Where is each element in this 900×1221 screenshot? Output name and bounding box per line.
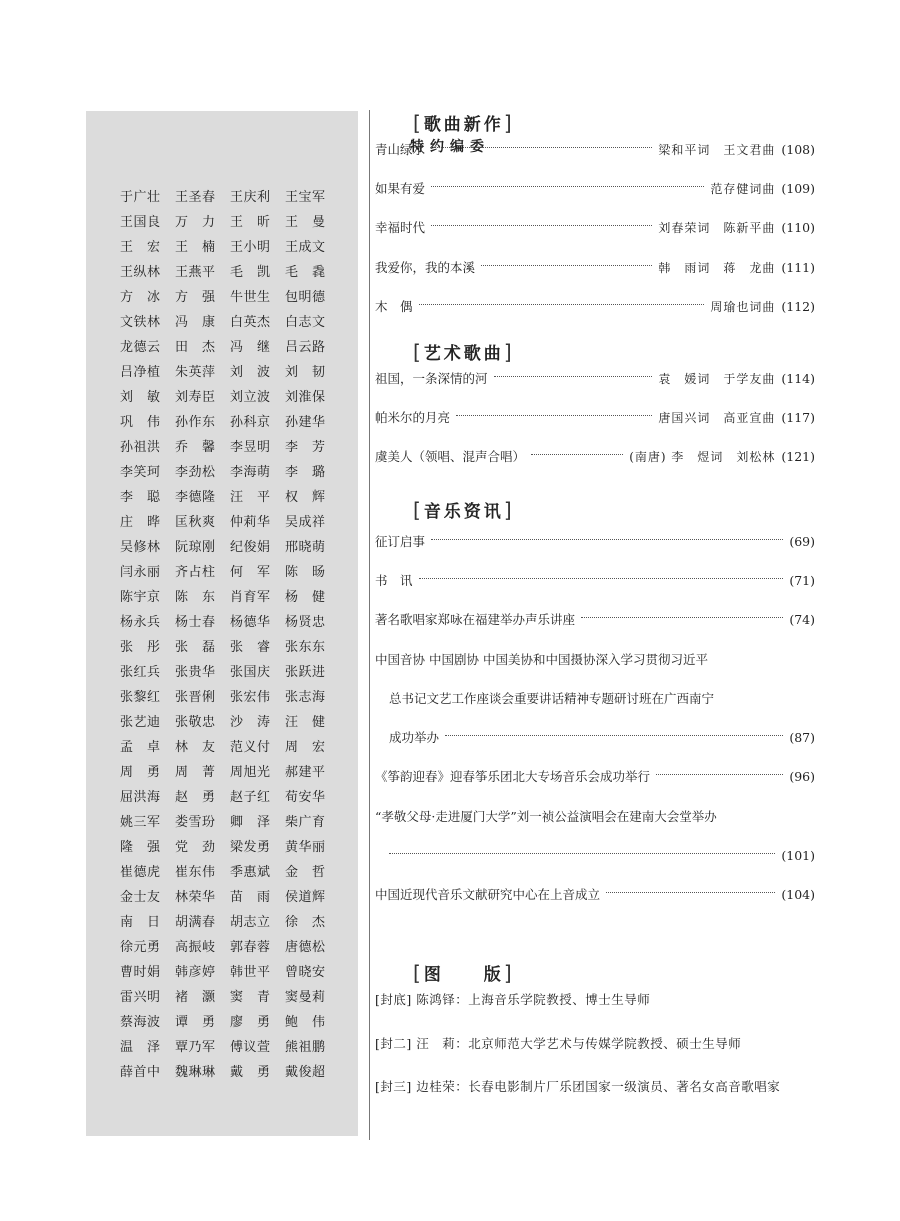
- editor-name: 戴俊超: [285, 1065, 326, 1080]
- news-item-forum-line1[interactable]: 中国音协 中国剧协 中国美协和中国摄协深入学习贯彻习近平: [375, 652, 708, 667]
- editor-name: 范义付: [230, 740, 271, 755]
- editor-name: 荀安华: [285, 790, 326, 805]
- editor-name: 赵 勇: [175, 790, 216, 805]
- plate-inside-back-cover[interactable]: [封三] 边桂荣：长春电影制片厂乐团国家一级演员、著名女高音歌唱家: [375, 1079, 781, 1094]
- editor-name: 韩世平: [230, 965, 271, 980]
- editor-name: 汪 健: [285, 715, 326, 730]
- new-song-item[interactable]: [375, 179, 815, 199]
- editor-name: 苗 雨: [230, 890, 271, 905]
- news-item-center[interactable]: [375, 885, 815, 905]
- editor-name: 闫永丽: [120, 565, 161, 580]
- editor-name: 周 菁: [175, 765, 216, 780]
- editor-name: 白志文: [285, 315, 326, 330]
- editorial-board-title: 特约编委: [410, 139, 490, 155]
- page-number: (108): [781, 142, 815, 157]
- editor-name: 傅议萱: [230, 1040, 271, 1055]
- editor-name: 张 磊: [175, 640, 216, 655]
- editor-name: 郝建平: [285, 765, 326, 780]
- page-number: (104): [781, 887, 815, 902]
- editor-name: 陈 旸: [285, 565, 326, 580]
- editor-name: 唐德松: [285, 940, 326, 955]
- news-item-forum-line2[interactable]: 总书记文艺工作座谈会重要讲话精神专题研讨班在广西南宁: [389, 691, 715, 706]
- page-number: (96): [789, 769, 815, 784]
- section-header-plates: [图 版]: [413, 961, 515, 985]
- leader-dots: [481, 265, 652, 266]
- art-song-item-title: 帕米尔的月亮: [375, 410, 451, 425]
- editor-name: 李劲松: [175, 465, 216, 480]
- editor-name: 王燕平: [175, 265, 216, 280]
- editor-name: 方 冰: [120, 290, 161, 305]
- editor-name: 孙建华: [285, 415, 326, 430]
- editor-name: 刘 波: [230, 365, 271, 380]
- art-song-item-credits: 唐国兴词 高亚宣曲: [658, 411, 776, 425]
- editor-name: 龙德云: [120, 340, 161, 355]
- editor-name: 薛首中: [120, 1065, 161, 1080]
- editor-name: 张国庆: [230, 665, 271, 680]
- news-item[interactable]: [375, 571, 815, 591]
- editor-name: 仲莉华: [230, 515, 271, 530]
- editor-name: 陈宇京: [120, 590, 161, 605]
- editor-name: 孟 卓: [120, 740, 161, 755]
- new-song-item-credits: 梁和平词 王文君曲: [658, 143, 776, 157]
- editor-name: 赵子红: [230, 790, 271, 805]
- new-song-item[interactable]: [375, 258, 815, 278]
- editor-name: 吴修林: [120, 540, 161, 555]
- editor-name: 汪 平: [230, 490, 271, 505]
- leader-dots: [431, 225, 652, 226]
- editor-name: 刘寿臣: [175, 390, 216, 405]
- editor-name: 周 勇: [120, 765, 161, 780]
- leader-dots: [431, 186, 704, 187]
- leader-dots: [494, 376, 653, 377]
- art-song-item-title: 虞美人（领唱、混声合唱）: [375, 449, 526, 464]
- editor-name: 温 泽: [120, 1040, 161, 1055]
- new-song-item[interactable]: [375, 297, 815, 317]
- editor-name: 纪俊娟: [230, 540, 271, 555]
- editor-name: 曹时娟: [120, 965, 161, 980]
- editor-name: 孙祖洪: [120, 440, 161, 455]
- new-song-item-title: 幸福时代: [375, 220, 426, 235]
- editor-name: 庄 晔: [120, 515, 161, 530]
- news-item[interactable]: [375, 532, 815, 552]
- editor-name: 张红兵: [120, 665, 161, 680]
- editor-name: 齐占柱: [175, 565, 216, 580]
- editor-name: 张晋俐: [175, 690, 216, 705]
- editor-name: 杨士春: [175, 615, 216, 630]
- leader-dots: [419, 578, 784, 579]
- editor-name: 戴 勇: [230, 1065, 271, 1080]
- art-song-item-title: 祖国，一条深情的河: [375, 371, 488, 386]
- editor-name: 刘 韧: [285, 365, 326, 380]
- leader-dots: [419, 304, 705, 305]
- editor-name: 李 芳: [285, 440, 326, 455]
- editor-name: 隆 强: [120, 840, 161, 855]
- editor-name: 蔡海波: [120, 1015, 161, 1030]
- editor-name: 牛世生: [230, 290, 271, 305]
- editor-name: 崔德虎: [120, 865, 161, 880]
- new-song-item-title: 如果有爱: [375, 181, 426, 196]
- news-item-title: 著名歌唱家郑咏在福建举办声乐讲座: [375, 612, 576, 627]
- editor-name: 屈洪海: [120, 790, 161, 805]
- editor-name: 包明德: [285, 290, 326, 305]
- news-item-center-title: 中国近现代音乐文献研究中心在上音成立: [375, 887, 601, 902]
- editor-name: 陈 东: [175, 590, 216, 605]
- new-song-item-credits: 刘春荣词 陈新平曲: [658, 221, 776, 235]
- editor-name: 冯 康: [175, 315, 216, 330]
- new-song-item[interactable]: [375, 218, 815, 238]
- page-number: (69): [789, 534, 815, 549]
- editor-name: 王圣春: [175, 190, 216, 205]
- section-header-new-songs: [歌曲新作]: [413, 111, 515, 135]
- editor-name: 姚三军: [120, 815, 161, 830]
- editor-name: 王 曼: [285, 215, 326, 230]
- editor-name: 李 聪: [120, 490, 161, 505]
- plate-back-cover[interactable]: [封底] 陈鸿铎：上海音乐学院教授、博士生导师: [375, 992, 651, 1007]
- editor-name: 李昱明: [230, 440, 271, 455]
- page-number: (112): [781, 299, 815, 314]
- editor-name: 林 友: [175, 740, 216, 755]
- editor-name: 王小明: [230, 240, 271, 255]
- editor-name: 朱英萍: [175, 365, 216, 380]
- editor-name: 卿 泽: [230, 815, 271, 830]
- new-song-item-title: 木 偶: [375, 299, 413, 314]
- editor-name: 季惠斌: [230, 865, 271, 880]
- editor-name: 党 劲: [175, 840, 216, 855]
- page-number: (110): [781, 220, 815, 235]
- page-number: (87): [789, 730, 815, 745]
- editor-name: 肖育军: [230, 590, 271, 605]
- editor-name: 李 璐: [285, 465, 326, 480]
- leader-dots: [456, 415, 652, 416]
- new-song-item-title: 青山绿水: [375, 142, 426, 157]
- editor-name: 张黎红: [120, 690, 161, 705]
- editor-name: 杨 健: [285, 590, 326, 605]
- editor-name: 沙 涛: [230, 715, 271, 730]
- page-number: (101): [781, 848, 815, 863]
- editor-name: 谭 勇: [175, 1015, 216, 1030]
- editor-name: 鲍 伟: [285, 1015, 326, 1030]
- news-item-forum-line3-text: 成功举办: [389, 730, 440, 745]
- art-song-item-credits: 袁 媛词 于学友曲: [658, 372, 776, 386]
- page-number: (74): [789, 612, 815, 627]
- editor-name: 张东东: [285, 640, 326, 655]
- editor-name: 林荣华: [175, 890, 216, 905]
- news-item-title: 征订启事: [375, 534, 426, 549]
- editor-name: 周旭光: [230, 765, 271, 780]
- page-number: (114): [781, 371, 815, 386]
- editor-name: 张跃进: [285, 665, 326, 680]
- news-item-concert-line2[interactable]: [389, 846, 815, 866]
- section-header-news: [音乐资讯]: [413, 498, 515, 522]
- editor-name: 李海萌: [230, 465, 271, 480]
- editor-name: 王国良: [120, 215, 161, 230]
- leader-dots: [606, 892, 775, 893]
- editor-name: 方 强: [175, 290, 216, 305]
- editor-name: 张 彤: [120, 640, 161, 655]
- editor-name: 万 力: [175, 215, 216, 230]
- editor-name: 窦曼莉: [285, 990, 326, 1005]
- new-song-item-credits: 韩 雨词 蒋 龙曲: [658, 261, 776, 275]
- editor-name: 雷兴明: [120, 990, 161, 1005]
- editor-name: 梁发勇: [230, 840, 271, 855]
- editor-name: 胡志立: [230, 915, 271, 930]
- editor-name: 徐元勇: [120, 940, 161, 955]
- leader-dots: [431, 147, 652, 148]
- editor-name: 于广壮: [120, 190, 161, 205]
- leader-dots: [656, 774, 783, 775]
- editor-name: 阮琼刚: [175, 540, 216, 555]
- editor-name: 王宝军: [285, 190, 326, 205]
- page-number: (109): [781, 181, 815, 196]
- editor-name: 文铁林: [120, 315, 161, 330]
- editor-name: 乔 馨: [175, 440, 216, 455]
- leader-dots: [531, 454, 623, 455]
- editor-name: 杨德华: [230, 615, 271, 630]
- editor-name: 张宏伟: [230, 690, 271, 705]
- editor-name: 王成文: [285, 240, 326, 255]
- editor-name: 张贵华: [175, 665, 216, 680]
- editor-name: 黄华丽: [285, 840, 326, 855]
- art-song-item[interactable]: [375, 369, 815, 389]
- page-number: (71): [789, 573, 815, 588]
- editor-name: 孙科京: [230, 415, 271, 430]
- editor-names-grid: [120, 185, 340, 1085]
- editor-name: 刘淮保: [285, 390, 326, 405]
- section-header-art-songs: [艺术歌曲]: [413, 340, 515, 364]
- editor-name: 韩彦婷: [175, 965, 216, 980]
- editor-name: 王 昕: [230, 215, 271, 230]
- plate-inside-front-cover[interactable]: [封二] 汪 莉：北京师范大学艺术与传媒学院教授、硕士生导师: [375, 1036, 742, 1051]
- editor-name: 张艺迪: [120, 715, 161, 730]
- leader-dots: [581, 617, 783, 618]
- editor-name: 吴成祥: [285, 515, 326, 530]
- editor-name: 魏琳琳: [175, 1065, 216, 1080]
- editor-name: 何 军: [230, 565, 271, 580]
- editor-name: 金 哲: [285, 865, 326, 880]
- new-song-item-credits: 范存健词曲: [710, 182, 776, 196]
- editor-name: 王庆利: [230, 190, 271, 205]
- editor-name: 毛 凯: [230, 265, 271, 280]
- editor-name: 侯道辉: [285, 890, 326, 905]
- editor-name: 曾晓安: [285, 965, 326, 980]
- editor-name: 褚 灏: [175, 990, 216, 1005]
- page-number: (117): [781, 410, 815, 425]
- editor-name: 杨贤忠: [285, 615, 326, 630]
- editor-name: 娄雪玢: [175, 815, 216, 830]
- leader-dots: [431, 539, 783, 540]
- page-number: (121): [781, 449, 815, 464]
- editor-name: 胡满春: [175, 915, 216, 930]
- column-divider: [369, 110, 370, 1140]
- editor-name: 柴广育: [285, 815, 326, 830]
- new-song-item-credits: 周瑜也词曲: [710, 300, 776, 314]
- editor-name: 南 日: [120, 915, 161, 930]
- editor-name: 毛 毳: [285, 265, 326, 280]
- editor-name: 窦 青: [230, 990, 271, 1005]
- editor-name: 张志海: [285, 690, 326, 705]
- editor-name: 郭春蓉: [230, 940, 271, 955]
- editor-name: 田 杰: [175, 340, 216, 355]
- editor-name: 邢晓萌: [285, 540, 326, 555]
- art-song-item[interactable]: [375, 408, 815, 428]
- editor-name: 崔东伟: [175, 865, 216, 880]
- editor-name: 冯 继: [230, 340, 271, 355]
- news-item-zheng[interactable]: [375, 767, 815, 787]
- leader-dots: [389, 853, 775, 854]
- news-item[interactable]: [375, 610, 815, 630]
- editor-name: 白英杰: [230, 315, 271, 330]
- news-item-forum-line3[interactable]: [389, 728, 815, 748]
- editor-name: 熊祖鹏: [285, 1040, 326, 1055]
- art-song-item[interactable]: [375, 447, 815, 467]
- editor-name: 刘立波: [230, 390, 271, 405]
- leader-dots: [445, 735, 783, 736]
- new-song-item-title: 我爱你，我的本溪: [375, 260, 476, 275]
- editor-name: 吕云路: [285, 340, 326, 355]
- page-number: (111): [781, 260, 815, 275]
- editor-name: 刘 敏: [120, 390, 161, 405]
- editor-name: 张敬忠: [175, 715, 216, 730]
- editor-name: 孙作东: [175, 415, 216, 430]
- editor-name: 吕净植: [120, 365, 161, 380]
- editor-name: 杨永兵: [120, 615, 161, 630]
- art-song-item-credits: (南唐) 李 煜词 刘松林: [629, 450, 776, 464]
- editor-name: 金士友: [120, 890, 161, 905]
- editor-name: 张 睿: [230, 640, 271, 655]
- editor-name: 匡秋爽: [175, 515, 216, 530]
- editor-name: 廖 勇: [230, 1015, 271, 1030]
- new-song-item[interactable]: [375, 140, 815, 160]
- editor-name: 高振岐: [175, 940, 216, 955]
- editor-name: 周 宏: [285, 740, 326, 755]
- editor-name: 徐 杰: [285, 915, 326, 930]
- editor-name: 王纵林: [120, 265, 161, 280]
- editor-name: 覃乃军: [175, 1040, 216, 1055]
- news-item-concert-line1[interactable]: “孝敬父母·走进厦门大学”刘一祯公益演唱会在建南大会堂举办: [375, 809, 717, 824]
- editor-name: 王 楠: [175, 240, 216, 255]
- editor-name: 王 宏: [120, 240, 161, 255]
- news-item-zheng-title: 《筝韵迎春》迎春筝乐团北大专场音乐会成功举行: [375, 769, 651, 784]
- news-item-title: 书 讯: [375, 573, 413, 588]
- editor-name: 李德隆: [175, 490, 216, 505]
- editor-name: 巩 伟: [120, 415, 161, 430]
- editor-name: 权 辉: [285, 490, 326, 505]
- editor-name: 李笑珂: [120, 465, 161, 480]
